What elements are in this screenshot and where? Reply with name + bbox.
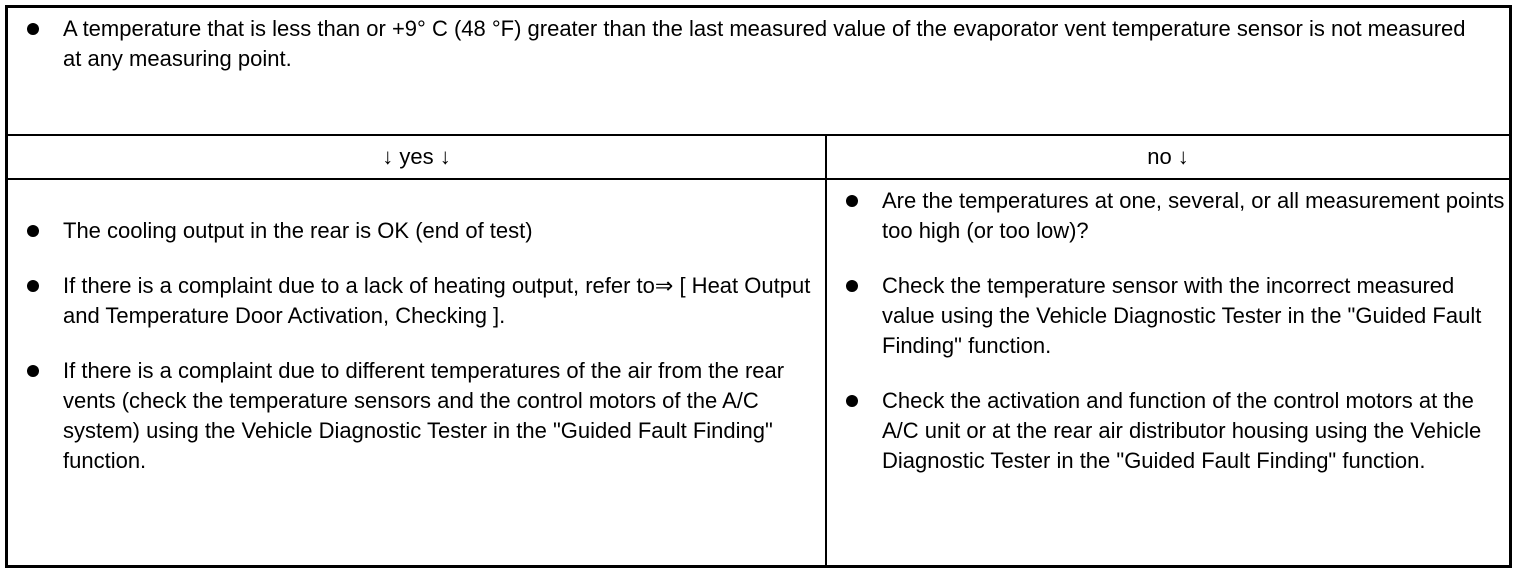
yes-header: ↓ yes ↓	[382, 144, 451, 169]
condition-text: A temperature that is less than or +9° C (48 °F) greater than the last measured value of the evaporator vent temperature sensor is not measured at any measuring point.	[63, 16, 1466, 71]
decision-table	[5, 5, 1512, 568]
no-item	[827, 271, 1509, 361]
branch-header-row	[8, 136, 1509, 180]
no-item	[827, 186, 1509, 246]
condition-item	[8, 14, 1483, 74]
yes-item-text: If there is a complaint due to different temperatures of the air from the rear vents (check the temperature sensors and the control motors of the A/C system) using the Vehicle Diagnostic Tester in the "Guided Fault Finding" function.	[63, 358, 785, 473]
bullet-icon	[846, 395, 858, 407]
no-item-text: Are the temperatures at one, several, or all measurement points too high (or too low)?	[882, 188, 1505, 243]
condition-row	[8, 8, 1509, 136]
bullet-icon	[27, 365, 39, 377]
bullet-icon	[846, 195, 858, 207]
bullet-icon	[27, 280, 39, 292]
yes-item	[8, 271, 823, 331]
yes-item-text: The cooling output in the rear is OK (end of test)	[63, 218, 533, 243]
no-header: no ↓	[1147, 144, 1189, 169]
no-item-text: Check the activation and function of the control motors at the A/C unit or at the rear air distributor housing using the Vehicle Diagnostic Tester in the "Guided Fault Finding" function.	[882, 388, 1482, 473]
bullet-icon	[846, 280, 858, 292]
no-item-text: Check the temperature sensor with the incorrect measured value using the Vehicle Diagnostic Tester in the "Guided Fault Finding" function.	[882, 273, 1482, 358]
bullet-icon	[27, 23, 39, 35]
branch-body-row	[8, 180, 1509, 565]
no-item	[827, 386, 1509, 476]
bullet-icon	[27, 225, 39, 237]
yes-item-text: If there is a complaint due to a lack of heating output, refer to⇒ [ Heat Output and Temperature Door Activation, Checking ].	[63, 273, 811, 328]
yes-item	[8, 216, 823, 246]
yes-item	[8, 356, 823, 476]
